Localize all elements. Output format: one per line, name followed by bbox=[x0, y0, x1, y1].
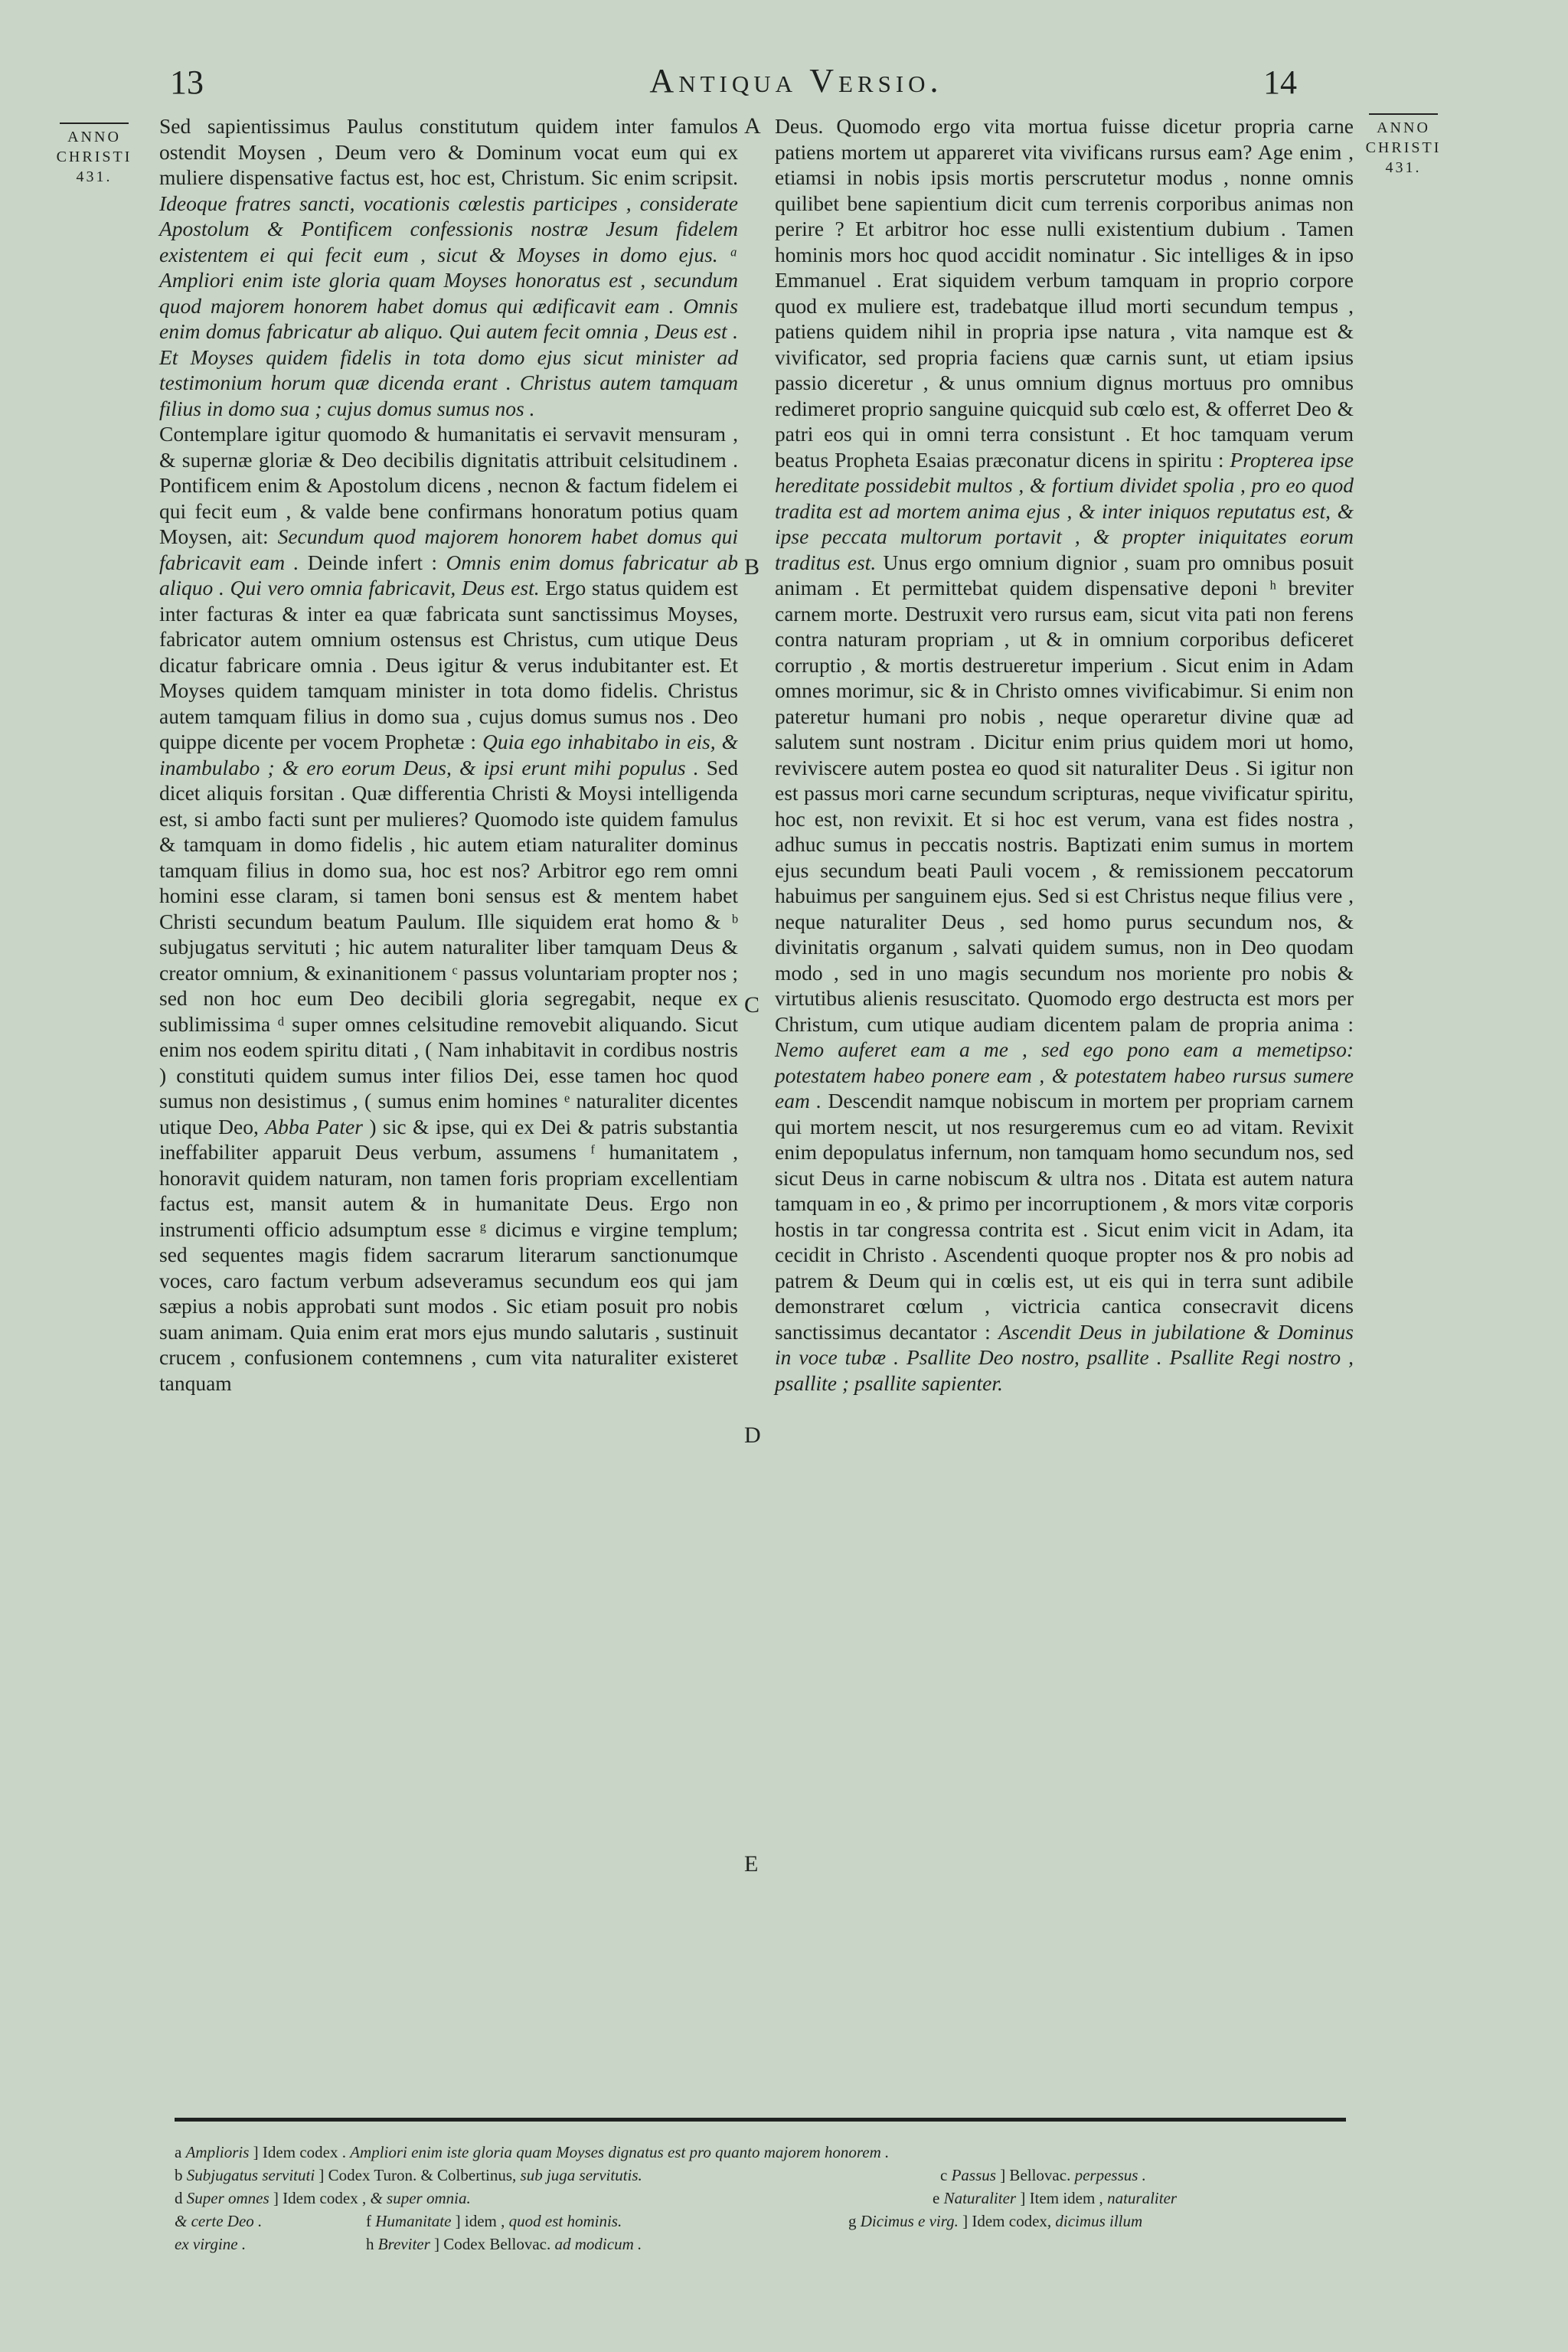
footnote-marker: d bbox=[175, 2189, 183, 2207]
body-paragraph bbox=[159, 113, 738, 421]
footnote-h bbox=[366, 2233, 642, 2256]
footnote-line bbox=[175, 2187, 1354, 2210]
scripture-quote: cujus domus sumus nos . bbox=[327, 396, 535, 420]
running-title: Antiqua Versio. bbox=[649, 62, 943, 100]
margin-year: 431. bbox=[76, 168, 113, 185]
footnote-text: ] idem , bbox=[455, 2212, 505, 2230]
footnote-key: Humanitate bbox=[375, 2212, 452, 2230]
footnote-key: Subjugatus servituti bbox=[186, 2166, 315, 2184]
footnote-marker: g bbox=[848, 2212, 857, 2230]
margin-note-left bbox=[37, 122, 152, 187]
body-text: Deinde infert : bbox=[307, 550, 438, 574]
footnote-e bbox=[933, 2187, 1177, 2210]
margin-anno: ANNO bbox=[1377, 119, 1430, 136]
footnote-b bbox=[175, 2164, 940, 2187]
section-letter-e: E bbox=[744, 1851, 759, 1877]
footnote-text: ] Idem codex , bbox=[273, 2189, 367, 2207]
footnote-variant: quod est hominis. bbox=[508, 2212, 622, 2230]
footnote-variant: ad modicum . bbox=[554, 2235, 642, 2253]
margin-rule bbox=[1369, 113, 1438, 115]
scripture-quote: Secundum quod majorem honorem habet domus qui fabricavit eam . bbox=[159, 524, 738, 574]
footnote-variant: dicimus illum bbox=[1055, 2212, 1143, 2230]
footnote-variant: naturaliter bbox=[1107, 2189, 1178, 2207]
footnote-d bbox=[175, 2187, 933, 2210]
footnote-c bbox=[940, 2164, 1146, 2187]
footnote-line bbox=[175, 2233, 1354, 2256]
body-text: Contemplare igitur quomodo & humanitatis ei servavit mensuram , & supernæ gloriæ & Deo decibilis dignitatis attribuit celsitudinem . Pontificem enim & Apostolum dicens , necnon & factum fidelem ei qui fecit eum , & valde bene confirmans honoratum potius quam Moysen, ait: bbox=[159, 422, 738, 548]
body-text: Unus ergo omnium dignior , suam pro omnibus posuit animam . Et permittebat quidem dispensative deponi ʰ breviter carnem morte. Destruxit vero rursus eam, sicut vita pati non ferens contra naturam propriam , ut & in omnium corporibus deficeret corruptio , & mortis destrueretur imperium . Sicut enim in Adam omnes morimur, sic & in Christo omnes vivificabimur. Si enim non pateretur humani pro nobis , neque operaretur divine quæ ad salutem sunt nostram . Dicitur enim prius quidem mori ut homo, reviviscere autem postea eo quod sit naturaliter Deus . Si igitur non est passus mori carne secundum scripturas, neque vivificatur spiritu, hoc est, non revixit. Et si hoc est verum, vana est fides nostra , adhuc sumus in peccatis nostris. Baptizati enim sumus in mortem ejus secundum beati Pauli vocem , & remissionem peccatorum habuimus per sanguinem ejus. Sed si est Christus neque filius vere , neque naturaliter Deus , sed homo purus secundum nos, & divinitatis organum , salvati quidem sumus, non in Deo quodam modo , sed in uno magis secundum nos moriente pro nobis & virtutibus alienis resuscitato. Quomodo ergo destructa est mors per Christum, cum utique audiam dicentem palam de propria anima : bbox=[775, 550, 1354, 1036]
left-column bbox=[159, 113, 738, 1396]
body-paragraph bbox=[159, 421, 738, 1396]
footnote-key: Passus bbox=[951, 2166, 996, 2184]
footnote-variant: Ampliori enim iste gloria quam Moyses dignatus est pro quanto majorem honorem . bbox=[350, 2143, 890, 2161]
footnote-key: Dicimus e virg. bbox=[860, 2212, 959, 2230]
footnote-key: Naturaliter bbox=[943, 2189, 1017, 2207]
scripture-quote: Abba Pater bbox=[265, 1114, 363, 1138]
scripture-quote: Quia ego inhabitabo in eis, & inambulabo ; & ero eorum Deus, & ipsi erunt mihi populus . bbox=[159, 730, 738, 779]
margin-christi: CHRISTI bbox=[1365, 139, 1442, 156]
margin-year: 431. bbox=[1385, 159, 1422, 176]
footnote-marker: c bbox=[940, 2166, 948, 2184]
footnote-text: ] Codex Bellovac. bbox=[434, 2235, 551, 2253]
footnote-line bbox=[175, 2164, 1354, 2187]
footnote-text: ] Idem codex, bbox=[962, 2212, 1052, 2230]
body-paragraph bbox=[775, 113, 1354, 1396]
scripture-quote: Propterea ipse hereditate possidebit multos , & fortium dividet spolia , pro eo quod tradita est ad mortem anima ejus , & inter iniquos reputatus est, & ipse peccata multorum portavit , & propter iniquitates eorum traditus est. bbox=[775, 447, 1354, 574]
margin-note-right bbox=[1346, 113, 1461, 178]
footnote-f bbox=[366, 2210, 848, 2233]
footnote-key: & certe Deo . bbox=[175, 2212, 263, 2230]
footnote-key: ex virgine . bbox=[175, 2235, 247, 2253]
footnote-a bbox=[175, 2141, 1354, 2164]
footnote-key: Amplioris bbox=[185, 2143, 250, 2161]
footnote-e-continued bbox=[175, 2210, 366, 2233]
footnote-separator bbox=[175, 2118, 1346, 2122]
body-text: Sed dicet aliquis forsitan . Quæ differentia Christi & Moysi intelligenda est, si ambo facti sunt per mulieres? Quomodo iste quidem famulus & tamquam in domo fidelis , hic autem etiam naturaliter dominus tamquam filius in domo sua, hoc est nos? Arbitror ego rem omni homini esse claram, si tamen boni sensus est & mentem habet Christi secundum beatum Paulum. Ille siquidem erat homo & ᵇ subjugatus servituti ; hic autem naturaliter liber tamquam Deus & creator omnium, & exinanitionem ᶜ passus voluntariam propter nos ; sed non hoc eum Deo decibili gloria segregabit, neque ex sublimissima ᵈ super omnes celsitudine removebit aliquando. Sicut enim nos eodem spiritu ditati , ( Nam inhabitavit in cordibus nostris ) constituti quidem sumus inter filios Dei, esse tamen hoc quod sumus non desistimus , ( sumus enim homines ᵉ naturaliter dicentes utique Deo, bbox=[159, 755, 738, 1138]
margin-anno: ANNO bbox=[67, 129, 121, 145]
footnote-variant: sub juga servitutis. bbox=[520, 2166, 642, 2184]
scripture-quote: Omnis enim domus fabricatur ab aliquo . Qui vero omnia fabricavit, Deus est. bbox=[159, 550, 739, 599]
section-letter-a: A bbox=[744, 113, 761, 139]
footnote-g bbox=[848, 2210, 1142, 2233]
footnote-line bbox=[175, 2141, 1354, 2164]
scripture-quote: Nemo auferet eam a me , sed ego pono eam a memetipso: potestatem habeo ponere eam , & potestatem habeo rursus sumere eam . bbox=[775, 1037, 1354, 1112]
body-text: Ergo status quidem est inter facturas & inter ea quæ fabricata sunt sanctissimus Moyses, fabricator autem omnium ostensus est Christus, cum utique Deus dicatur fabricare omnia . Deus igitur & verus indubitanter est. Et Moyses quidem tamquam minister in tota domo fidelis. Christus autem tamquam filius in domo sua , cujus domus sumus nos . Deo quippe dicente per vocem Prophetæ : bbox=[159, 576, 739, 753]
page-number-left: 13 bbox=[170, 64, 204, 101]
footnote-text: ] Idem codex . bbox=[253, 2143, 346, 2161]
page-number-right: 14 bbox=[1263, 64, 1297, 101]
footnote-marker: f bbox=[366, 2212, 371, 2230]
footnote-text: ] Codex Turon. & Colbertinus, bbox=[318, 2166, 517, 2184]
footnote-marker: e bbox=[933, 2189, 940, 2207]
scripture-quote: Ascendit Deus in jubilatione & Dominus in voce tubæ . Psallite Deo nostro, psallite . Psallite Regi nostro , psallite ; psallite sapienter. bbox=[775, 1319, 1354, 1395]
section-letter-b: B bbox=[744, 554, 760, 580]
footnote-text: ] Item idem , bbox=[1020, 2189, 1103, 2207]
footnote-key: Super omnes bbox=[186, 2189, 270, 2207]
body-text: Descendit namque nobiscum in mortem per propriam carnem qui mortem nescit, ut nos resurgeremus cum eo ad vitam. Revixit enim depopulatus infernum, non tamquam homo secundum nos, sed sicut Deus in carne nobiscum & ultra nos . Ditata est autem natura tamquam in eo , & primo per incorruptionem , & mors vitæ corporis hostis in tar congressa contrita est . Sicut enim vicit in Adam, ita cecidit in Christo . Ascendenti quoque propter nos & pro nobis ad patrem & Deum qui in cœlis est, ut eis qui in terra sunt adibile demonstraret cœlum , victricia cantica consecravit dicens sanctissimus decantator : bbox=[775, 1089, 1354, 1344]
section-letter-d: D bbox=[744, 1423, 761, 1448]
right-column bbox=[775, 113, 1354, 1396]
footnote-marker: b bbox=[175, 2166, 183, 2184]
footnote-line bbox=[175, 2210, 1354, 2233]
footnote-text: ] Bellovac. bbox=[1000, 2166, 1071, 2184]
margin-rule bbox=[60, 122, 129, 124]
footnote-marker: h bbox=[366, 2235, 374, 2253]
footnote-marker: a bbox=[175, 2143, 182, 2161]
footnote-g-continued bbox=[175, 2233, 366, 2256]
footnotes bbox=[175, 2141, 1354, 2256]
body-text: Sed sapientissimus Paulus constitutum quidem inter famulos ostendit Moysen , Deum vero & Dominum vocat eum qui ex muliere dispensative factus est, hoc est, Christum. Sic enim scripsit. bbox=[159, 114, 738, 189]
footnote-variant: perpessus . bbox=[1074, 2166, 1146, 2184]
margin-christi: CHRISTI bbox=[56, 149, 132, 165]
section-letter-c: C bbox=[744, 992, 760, 1018]
footnote-key: Breviter bbox=[377, 2235, 430, 2253]
body-text: Deus. Quomodo ergo vita mortua fuisse dicetur propria carne patiens mortem ut appareret vita vivificans rursus eam? Age enim , etiamsi in nobis ipsis mortis perscrutetur modus , nonne omnis quilibet bene sapientium dicit cum terrenis corporibus animas non perire ? Et arbitror hoc esse nulli existentium dubium . Tamen hominis mors hoc quod accidit nominatur . Sic intelliges & in ipso Emmanuel . Erat siquidem verbum tamquam in proprio corpore quod ex muliere est, tradebatque illud morti secundum tempus , patiens quidem nihil in propria ipse natura , vita namque est & vivificator, sed propria faciens quæ carnis sunt, ut etiam ipsius passio diceretur , & unus omnium dignus mortuus pro omnibus redimeret proprio sanguine quicquid sub cœlo est, & offerret Deo & patri eos qui in omni terra consistunt . Et hoc tamquam verum beatus Propheta Esaias præconatur dicens in spiritu : bbox=[775, 114, 1354, 472]
scripture-quote: Ideoque fratres sancti, vocationis cœlestis participes , considerate Apostolum & Pontificem confessionis nostræ Jesum fidelem existentem ei qui fecit eum , sicut & Moyses in domo ejus. ᵃ Ampliori enim iste gloria quam Moyses honoratus est , secundum quod majorem honorem habet domus qui ædificavit eam . Omnis enim domus fabricatur ab aliquo. Qui autem fecit omnia , Deus est . Et Moyses quidem fidelis in tota domo ejus sicut minister ad testimonium horum quæ dicenda erant . Christus autem tamquam filius in domo sua ; bbox=[159, 191, 738, 420]
footnote-variant: & super omnia. bbox=[370, 2189, 471, 2207]
body-text: ) sic & ipse, qui ex Dei & patris substantia ineffabiliter apparuit Deus verbum, assumens ᶠ humanitatem , honoravit quidem naturam, non tamen foris propriam excellentiam factus est, mansit autem & in humanitate Deus. Ergo non instrumenti officio adsumptum esse ᵍ dicimus e virgine templum; sed sequentes magis fidem sacrarum literarum sanctionumque voces, caro factum verbum adseveramus secundum eos qui jam sæpius a nobis approbati sunt modos . Sic etiam posuit pro nobis suam animam. Quia enim erat mors ejus mundo salutaris , sustinuit crucem , confusionem contemnens , cum vita naturaliter existeret tanquam bbox=[159, 1114, 739, 1395]
